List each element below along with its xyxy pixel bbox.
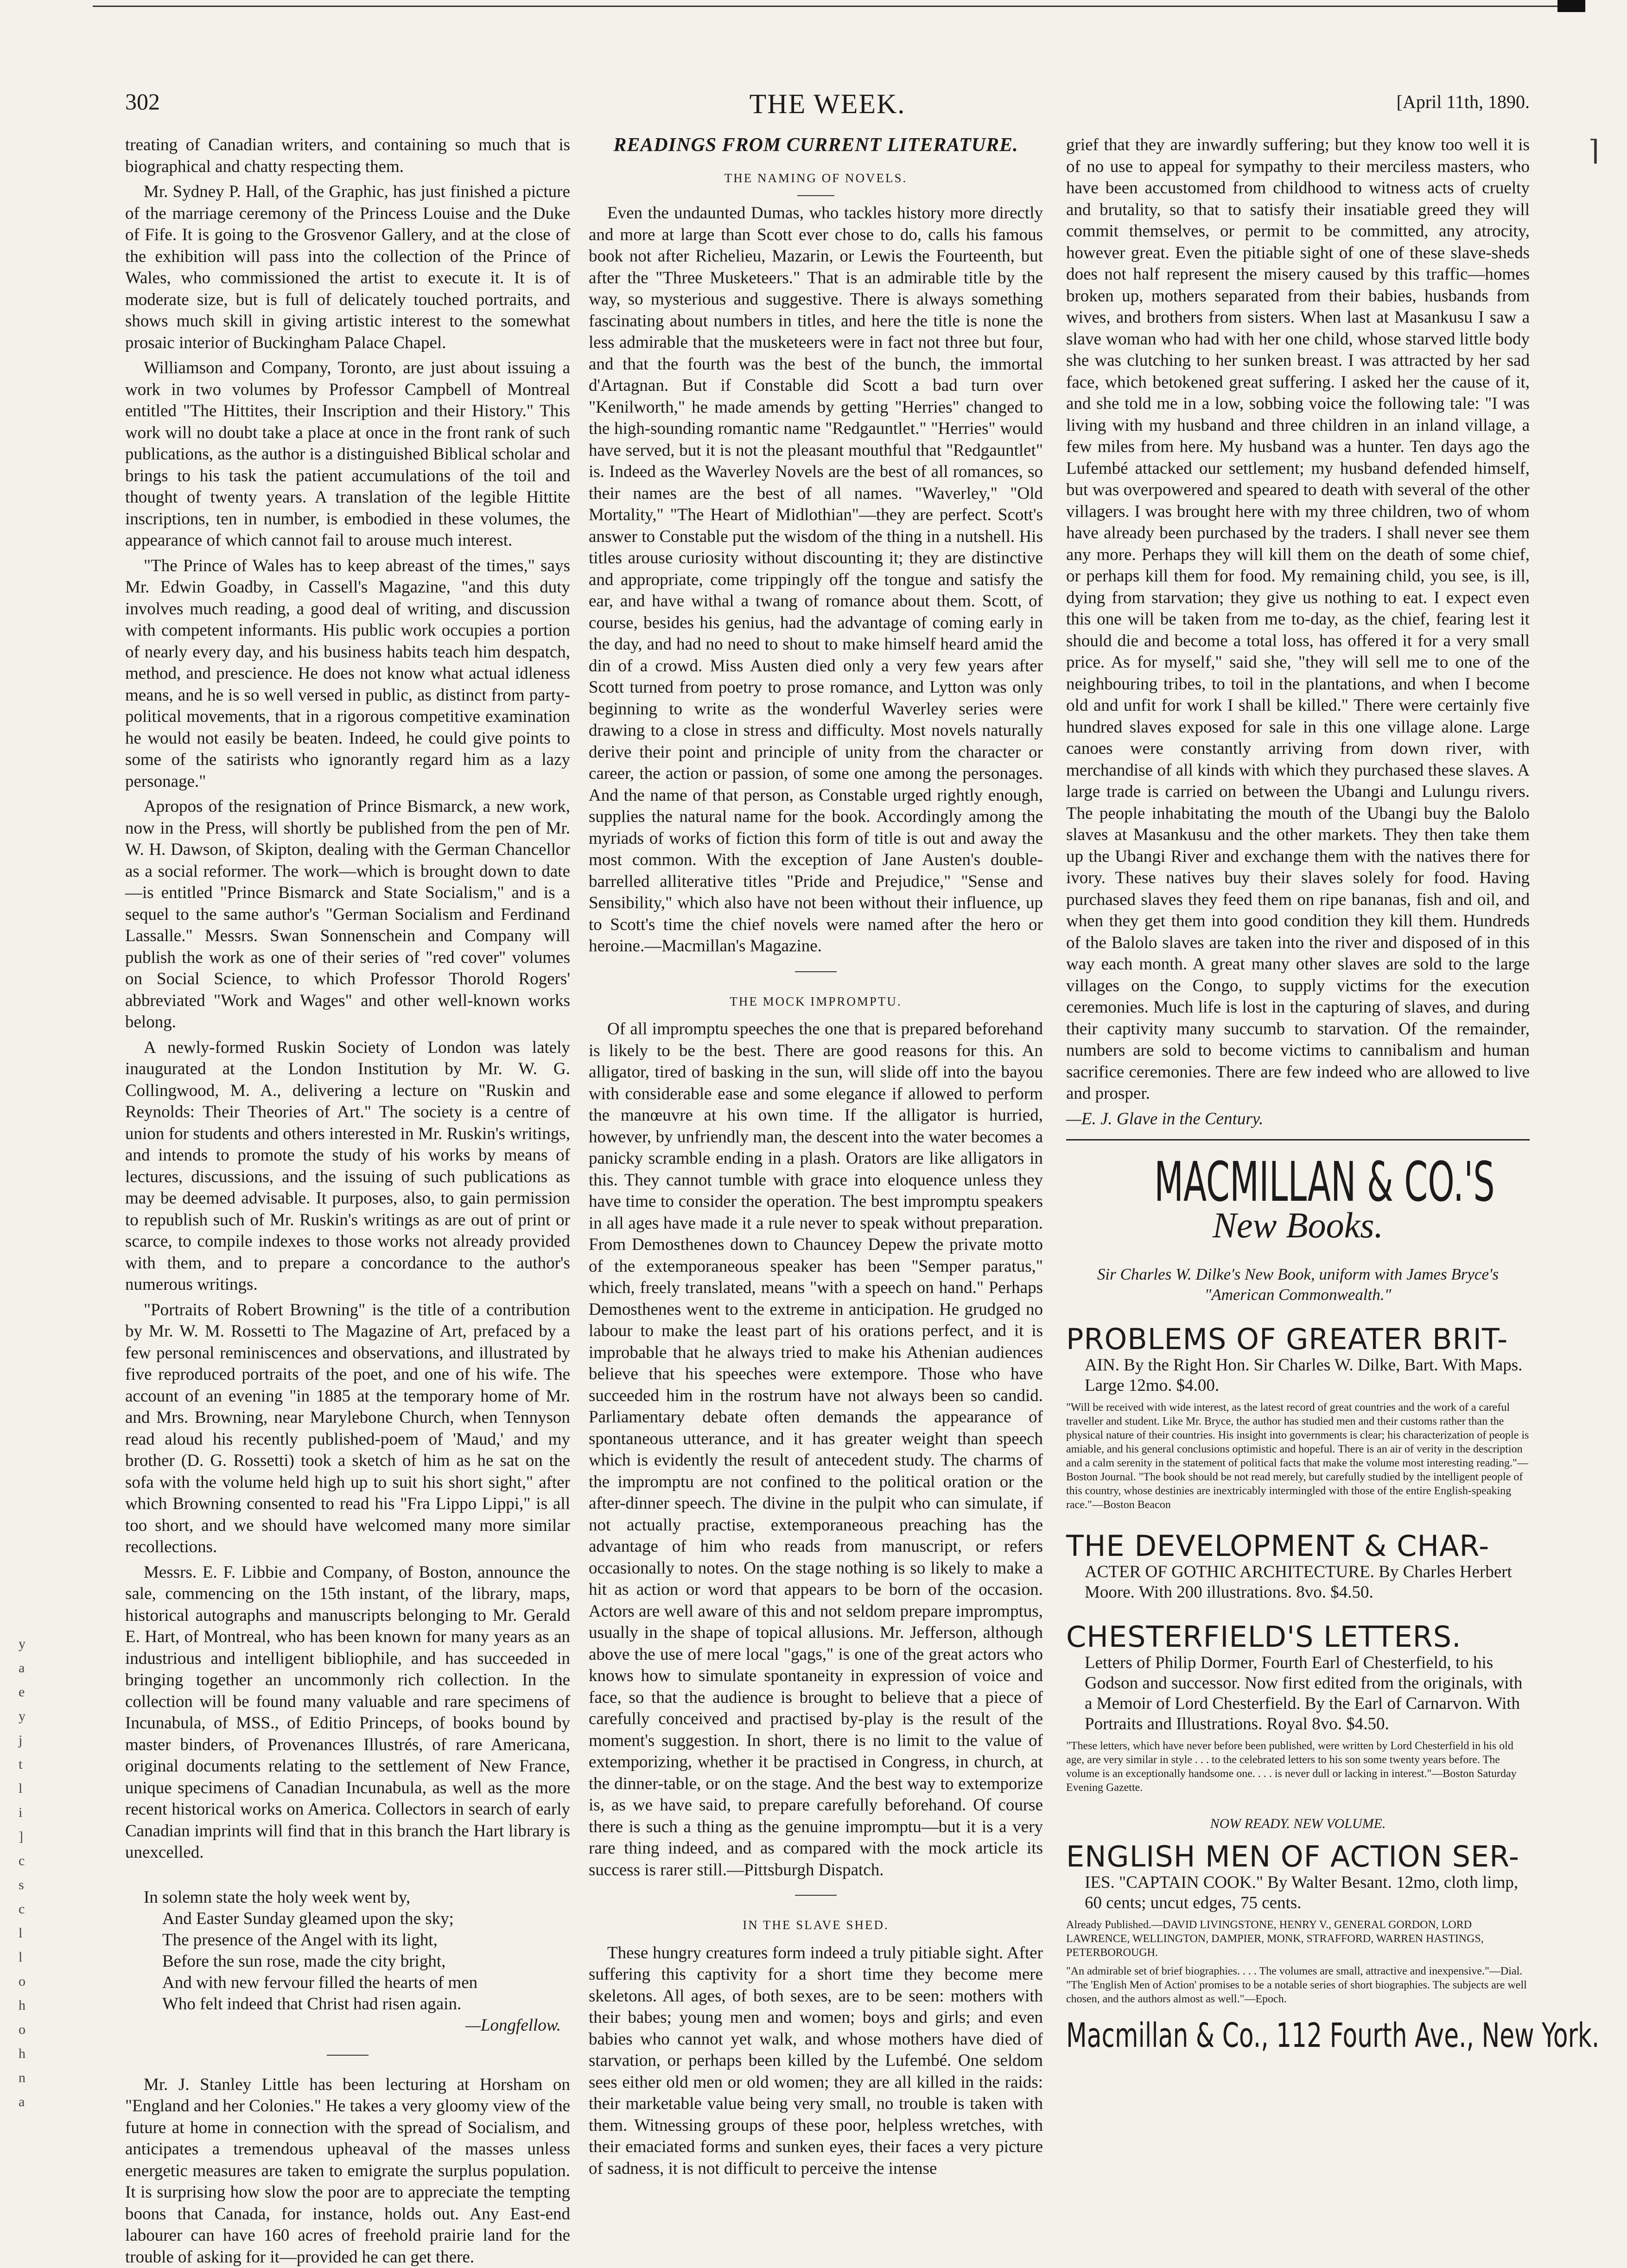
article-source: —E. J. Glave in the Century.	[1066, 1109, 1530, 1130]
margin-letter: j	[19, 1728, 37, 1752]
book-review: "Will be received with wide interest, as the latest record of great countries and the work of a careful traveller and student. Like Mr. Bryce, the author has studied men and their customs rather than the physical nature of their countries. His insight into governments is clear; his characterization of people is amiable, and his general conclusions optimistic and hopeful. There is an air of verity in the description and a calm serenity in the statement of political facts that make the volume most interesting reading."—Boston Journal. "The book should be not read merely, but carefully studied by the intelligent people of this country, whose destinies are inextricably intermingled with those of the entire English-speaking race."—Boston Beacon	[1066, 1401, 1530, 1512]
divider	[327, 2055, 369, 2056]
book-details: AIN. By the Right Hon. Sir Charles W. Dilke, Bart. With Maps. Large 12mo. $4.00.	[1066, 1355, 1530, 1396]
margin-letter: e	[19, 1680, 37, 1704]
paragraph-bismarck: Apropos of the resignation of Prince Bismarck, a new work, now in the Press, will shortly be published from the pen of Mr. W. H. Dawson, of Skipton, dealing with the German Chancellor as a social reformer. The work—which is brought down to date—is entitled "Prince Bismarck and State Socialism," and is a sequel to the same author's "German Socialism and Ferdinand Lassalle." Messrs. Swan Sonnenschein and Company will publish the work as one of their series of "red cover" volumes on Social Science, to which Professor Thorold Rogers' abbreviated "Work and Wages" and other well-known works belong.	[125, 796, 570, 1033]
issue-date: [April 11th, 1890.	[1397, 91, 1530, 113]
margin-letter: o	[19, 2018, 37, 2042]
divider	[797, 195, 834, 196]
margin-letter: a	[19, 2090, 37, 2114]
book-title: THE DEVELOPMENT & CHAR-	[1066, 1530, 1530, 1562]
article-body-mock-impromptu: Of all impromptu speeches the one that is prepared beforehand is likely to be the best. There are good reasons for this. An alligator, tired of basking in the sun, will slide off into the bayou with considerable ease and some elegance if allowed to perform the manœuvre at his own time. If the alligator is hurried, however, by unfriendly man, the descent into the water becomes a panicky scramble ending in a plash. Orators are like alligators in this. They cannot tumble with grace into eloquence unless they have time to consider the operation. The best impromptu speakers in all ages have made it a rule never to speak without preparation. From Demosthenes down to Chauncey Depew the private motto of the extemporaneous speaker has been "Semper paratus," which, freely translated, means "with a speech on hand." Perhaps Demosthenes went to the extreme in anticipation. He grudged no labour to make the least part of his orations perfect, and it is improbable that he always tried to make his Athenian audiences believe that his speeches were extempore. Those who have succeeded him in the rostrum have not always been so candid. Parliamentary debate often demands the appearance of spontaneous utterance, and it has greater weight than speech which is evidently the result of antecedent study. The charms of the impromptu are not confined to the political oration or the after-dinner speech. The divine in the pulpit who can simulate, if not actually practise, extemporaneous preaching has the advantage of him who reads from manuscript, or refers occasionally to notes. On the stage nothing is so likely to make a hit as action or word that appears to be born of the occasion. Actors are well aware of this and not seldom prepare impromptus, usually in the shape of topical allusions. Mr. Jefferson, although above the use of mere local "gags," is one of the great actors who knows how to simulate spontaneity in expression of voice and face, so that the audience is brought to believe that a piece of carefully conceived and practised by-play is the result of the moment's suggestion. In short, there is no limit to the value of extemporizing, whether it be practised in Congress, in church, at the dinner-table, or on the stage. And the best way to extemporize is, as we have said, to prepare carefully beforehand. Of course there is such a thing as the genuine impromptu—but it is a very rare thing indeed, and as compared with the mock article its success is rarer still.—Pittsburgh Dispatch.	[589, 1019, 1043, 1881]
top-rule-line	[93, 6, 1562, 7]
book-listing	[1066, 1621, 1530, 1795]
publisher-address: Macmillan & Co., 112 Fourth Ave., New York.	[1066, 2025, 1400, 2046]
article-body-naming-novels: Even the undaunted Dumas, who tackles history more directly and more at large than Scott ever chose to do, calls his famous book not after Richelieu, Mazarin, or Lewis the Fourteenth, but after the "Three Musketeers." That is an admirable title by the way, so mysterious and suggestive. There is always something fascinating about numbers in titles, and here the title is none the less admirable that the musketeers were in fact not three but four, and that the fourth was the best of the bunch, the immortal d'Artagnan. But if Constable did Scott a bad turn over "Kenilworth," he made amends by getting "Herries" changed to the high-sounding romantic name "Redgauntlet." "Herries" would have served, but it is not the pleasant mouthful that "Redgauntlet" is. Indeed as the Waverley Novels are the best of all romances, so their names are the best of all names. "Waverley," "Old Mortality," "The Heart of Midlothian"—they are perfect. Scott's answer to Constable put the wisdom of the thing in a nutshell. His titles arouse curiosity without discounting it; they are distinctive and appropriate, come trippingly off the tongue and satisfy the ear, and have withal a twang of romance about them. Scott, of course, besides his genius, had the advantage of coming early in the day, and had no need to shout to make himself heard amid the din of a crowd. Miss Austen died only a very few years after Scott turned from poetry to prose romance, and Lytton was only beginning to write as the wonderful Waverley series were drawing to a close in stress and difficulty. Most novels naturally derive their point and principle of unity from the character or career, the action or passion, of some one among the personages. And the name of that person, as Constable urged rightly enough, supplies the natural name for the book. Accordingly among the myriads of works of fiction this form of title is out and away the most common. With the exception of Jane Austen's double-barrelled alliterative titles "Pride and Prejudice," "Sense and Sensibility," which also have not been without their influence, up to Scott's time the chief novels were named after the hero or heroine.—Macmillan's Magazine.	[589, 203, 1043, 957]
poem-line: Before the sun rose, made the city bright,	[144, 1951, 570, 1972]
poem-line: Who felt indeed that Christ had risen again.	[144, 1994, 570, 2015]
margin-letter: a	[19, 1656, 37, 1680]
margin-letter: l	[19, 1945, 37, 1969]
margin-letter: c	[19, 1849, 37, 1873]
book-listing	[1066, 1530, 1530, 1603]
divider	[795, 971, 837, 972]
paragraph-williamson: Williamson and Company, Toronto, are just about issuing a work in two volumes by Professor Campbell of Montreal entitled "The Hittites, their Inscription and their History." This work will no doubt take a place at once in the front rank of such publications, as the author is a distinguished Biblical scholar and brings to his task the patient accumulations of the toil and thought of twenty years. A translation of the legible Hittite inscriptions, ten in number, is embodied in these volumes, the appearance of which cannot fail to arouse much interest.	[125, 357, 570, 552]
book-listing	[1066, 1324, 1530, 1512]
poem-line: And Easter Sunday gleamed upon the sky;	[144, 1908, 570, 1930]
margin-letter: y	[19, 1632, 37, 1656]
margin-letters	[19, 1632, 37, 2114]
top-rule	[0, 0, 1627, 14]
paragraph-prince-of-wales: "The Prince of Wales has to keep abreast of the times," says Mr. Edwin Goadby, in Cassell's Magazine, "and this duty involves much reading, a good deal of writing, and discussion with competent informants. His public work occupies a portion of nearly every day, and his business habits teach him despatch, method, and prescience. He does not know what actual idleness means, and he is so well versed in public, as distinct from party-political movements, that in a rigorous competitive examination he would not easily be beaten. Indeed, he could give points to some of the satirists who ignorantly regard him as a lazy personage."	[125, 555, 570, 793]
column-left	[125, 134, 570, 2198]
margin-bracket: ⌉	[1589, 134, 1599, 167]
ad-tagline: New Books.	[1066, 1215, 1530, 1236]
book-title: CHESTERFIELD'S LETTERS.	[1066, 1621, 1530, 1653]
margin-letter: o	[19, 1969, 37, 1994]
paragraph-libbie-sale: Messrs. E. F. Libbie and Company, of Boston, announce the sale, commencing on the 15th instant, of the library, maps, historical autographs and manuscripts belonging to Mr. Gerald E. Hart, of Montreal, who has been known for many years as an industrious and intelligent bibliophile, and has succeeded in bringing together an uncommonly rich collection. In the collection will be found many valuable and rare specimens of Incunabula, of MSS., of Editio Princeps, of books bound by master binders, of Provenances Illustrés, of rare Americana, original documents relating to the settlement of New France, unique specimens of Canadian Incunabula, as well as the more recent historical works on America. Collectors in search of early Canadian imprints will find that in this branch the Hart library is unexcelled.	[125, 1562, 570, 1864]
poem-source: —Longfellow.	[144, 2015, 561, 2036]
book-title: PROBLEMS OF GREATER BRIT-	[1066, 1324, 1530, 1355]
margin-letter: l	[19, 1777, 37, 1801]
margin-letter: l	[19, 1921, 37, 1945]
book-review: "An admirable set of brief biographies. . . . The volumes are small, attractive and inexpensive."—Dial. "The 'English Men of Action' promises to be a notable series of short biographies. The subjects are well chosen, and the authors almost as well."—Epoch.	[1066, 1964, 1530, 2006]
article-body-slave-shed-continued: grief that they are inwardly suffering; but they know too well it is of no use to appeal for sympathy to their merciless masters, who have been accustomed from childhood to witness acts of cruelty and brutality, so that to satisfy their insatiable greed they will commit themselves, or permit to be committed, any atrocity, however great. Even the pitiable sight of one of these slave-sheds does not half represent the misery caused by this traffic—homes broken up, mothers separated from their babies, husbands from wives, and brothers from sisters. When last at Masankusu I saw a slave woman who had with her one child, whose starved little body she was clutching to her sunken breast. I was attracted by her sad face, which betokened great suffering. I asked her the cause of it, and she told me in a low, sobbing voice the following tale: "I was living with my husband and three children in an inland village, a few miles from here. My husband was a hunter. Ten days ago the Lufembé attacked our settlement; my husband defended himself, but was overpowered and speared to death with several of the other villagers. I was brought here with my three children, two of whom have already been purchased by the traders. I shall never see them any more. Perhaps they will kill them on the death of some chief, or perhaps kill them for food. My remaining child, you see, is ill, dying from starvation; they give us nothing to eat. I expect even this one will be taken from me to-day, as the chief, fearing lest it should die and become a total loss, has offered it for a very small price. As for myself," said she, "they will sell me to one of the neighbouring tribes, to toil in the plantations, and when I become old and unfit for work I shall be killed." There were certainly five hundred slaves exposed for sale in this one village alone. Large canoes were constantly arriving from down river, with merchandise of all kinds with which they purchased these slaves. A large trade is carried on between the Ubangi and Lulungu rivers. The people inhabitating the mouth of the Ubangi buy the Balolo slaves at Masankusu and the other markets. They then take them up the Ubangi River and exchange them with the natives there for ivory. These natives buy their slaves solely for food. Having purchased slaves they feed them on ripe bananas, fish and oil, and when they get them into good condition they kill them. Hundreds of the Balolo slaves are taken into the river and disposed of in this way each month. A great many other slaves are sold to the large villages on the Congo, to supply victims for the execution ceremonies. Much life is lost in the capturing of slaves, and during their captivity many succumb to starvation. Of the remainder, numbers are sold to become victims to cannibalism and human sacrifice ceremonies. There are few indeed who are allowed to live and prosper.	[1066, 134, 1530, 1105]
section-title: READINGS FROM CURRENT LITERATURE.	[589, 134, 1043, 156]
paragraph-stanley-little: Mr. J. Stanley Little has been lecturing at Horsham on "England and her Colonies." He takes a very gloomy view of the future at home in connection with the spread of Socialism, and anticipates a tremendous upheaval of the masses unless energetic measures are taken to emigrate the surplus population. It is surprising how slow the poor are to appreciate the tempting boons that Canada, for instance, holds out. Any East-end labourer can have 160 acres of freehold prairie land for the trouble of asking for it—provided he can get there.	[125, 2074, 570, 2268]
page-number: 302	[125, 88, 160, 115]
now-ready-label: NOW READY. NEW VOLUME.	[1066, 1813, 1530, 1835]
column-middle	[589, 134, 1043, 2198]
masthead-title: THE WEEK.	[125, 88, 1530, 120]
margin-letter: y	[19, 1704, 37, 1728]
book-details: ACTER OF GOTHIC ARCHITECTURE. By Charles Herbert Moore. With 200 illustrations. 8vo. $4.50.	[1066, 1562, 1530, 1603]
series-already-published: Already Published.—DAVID LIVINGSTONE, HENRY V., GENERAL GORDON, LORD LAWRENCE, WELLINGTON, DAMPIER, MONK, STRAFFORD, WARREN HASTINGS, PETERBOROUGH.	[1066, 1918, 1530, 1960]
paragraph-browning-portraits: "Portraits of Robert Browning" is the title of a contribution by Mr. W. M. Rossetti to The Magazine of Art, prefaced by a few personal reminiscences and observations, and illustrated by five reproduced portraits of the poet, and one of his wife. The account of an evening "in 1885 at the temporary home of Mr. and Mrs. Browning, near Marylebone Church, when Tennyson read aloud his recently published-poem of 'Maud,' and my brother (D. G. Rossetti) took a sketch of him as he sat on the sofa with the volume held high up to suit his short sight," after which Browning consented to read his "Fra Lippo Lippi," is all too short, and we should have welcomed many more similar recollections.	[125, 1300, 570, 1558]
book-review: "These letters, which have never before been published, were written by Lord Chesterfield in his old age, are very similar in style . . . to the celebrated letters to his son some twenty years before. The volume is an exceptionally handsome one. . . . is never dull or lacking in interest."—Boston Saturday Evening Gazette.	[1066, 1739, 1530, 1795]
corner-mark	[1557, 0, 1585, 12]
book-listing	[1066, 1841, 1530, 2006]
ad-top-rule	[1066, 1139, 1530, 1140]
ad-publisher: MACMILLAN & CO.'S	[1154, 1152, 1442, 1212]
paragraph-sydney-hall: Mr. Sydney P. Hall, of the Graphic, has just finished a picture of the marriage ceremony of the Princess Louise and the Duke of Fife. It is going to the Grosvenor Gallery, and at the close of the exhibition will pass into the collection of the Prince of Wales, who commissioned the artist to execute it. It is of moderate size, but is full of delicately touched portraits, and shows much skill in giving artistic interest to the somewhat prosaic interior of Buckingham Palace Chapel.	[125, 181, 570, 354]
book-details: IES. "CAPTAIN COOK." By Walter Besant. 12mo, cloth limp, 60 cents; uncut edges, 75 cents.	[1066, 1873, 1530, 1913]
article-body-slave-shed: These hungry creatures form indeed a truly pitiable sight. After suffering this captivity for a short time they become mere skeletons. All ages, of both sexes, are to be seen: mothers with their babes; young men and women; boys and girls; and even babies who cannot yet walk, and whose mothers have died of starvation, or perhaps been killed by the Lufembé. One seldom sees either old men or old women; they are all killed in the raids: their marketable value being very small, no trouble is taken with them. Witnessing groups of these poor, helpless wretches, with their emaciated forms and sunken eyes, their faces a very picture of sadness, it is not difficult to perceive the intense	[589, 1943, 1043, 2180]
easter-poem	[144, 1887, 570, 2036]
margin-letter: s	[19, 1873, 37, 1897]
macmillan-advertisement	[1066, 1139, 1530, 2046]
article-title-naming-novels: THE NAMING OF NOVELS.	[589, 167, 1043, 189]
margin-letter: h	[19, 2042, 37, 2066]
book-title: ENGLISH MEN OF ACTION SER-	[1066, 1841, 1530, 1873]
poem-line: The presence of the Angel with its light,	[144, 1930, 570, 1951]
article-title-slave-shed: IN THE SLAVE SHED.	[589, 1914, 1043, 1936]
margin-letter: n	[19, 2066, 37, 2090]
paragraph-ruskin-society: A newly-formed Ruskin Society of London was lately inaugurated at the London Institution by Mr. W. G. Collingwood, M. A., delivering a lecture on "Ruskin and Reynolds: Their Theories of Art." The society is a centre of union for students and others interested in Mr. Ruskin's writings, and intends to promote the study of his works by means of lectures, discussions, and the issuing of such publications as may be deemed advisable. It purposes, also, to gain permission to republish such of Mr. Ruskin's writings as are out of print or scarce, to compile indexes to those works not already provided with them, and to prepare a concordance to the author's numerous writings.	[125, 1037, 570, 1296]
margin-letter: c	[19, 1897, 37, 1921]
page-header	[125, 88, 1530, 121]
ad-intro: Sir Charles W. Dilke's New Book, uniform with James Bryce's "American Commonwealth."	[1066, 1264, 1530, 1305]
margin-letter: t	[19, 1752, 37, 1777]
margin-letter: h	[19, 1994, 37, 2018]
poem-line: And with new fervour filled the hearts of men	[144, 1972, 570, 1994]
book-details: Letters of Philip Dormer, Fourth Earl of Chesterfield, to his Godson and successor. Now first edited from the originals, with a Memoir of Lord Chesterfield. By the Earl of Carnarvon. With Portraits and Illustrations. Royal 8vo. $4.50.	[1066, 1653, 1530, 1734]
article-title-mock-impromptu: THE MOCK IMPROMPTU.	[589, 991, 1043, 1013]
margin-letter: ]	[19, 1825, 37, 1849]
poem-line: In solemn state the holy week went by,	[144, 1887, 570, 1908]
margin-letter: i	[19, 1801, 37, 1825]
column-right	[1066, 134, 1530, 2198]
divider	[795, 1895, 837, 1896]
paragraph-canadian-writers: treating of Canadian writers, and containing so much that is biographical and chatty respecting them.	[125, 134, 570, 178]
